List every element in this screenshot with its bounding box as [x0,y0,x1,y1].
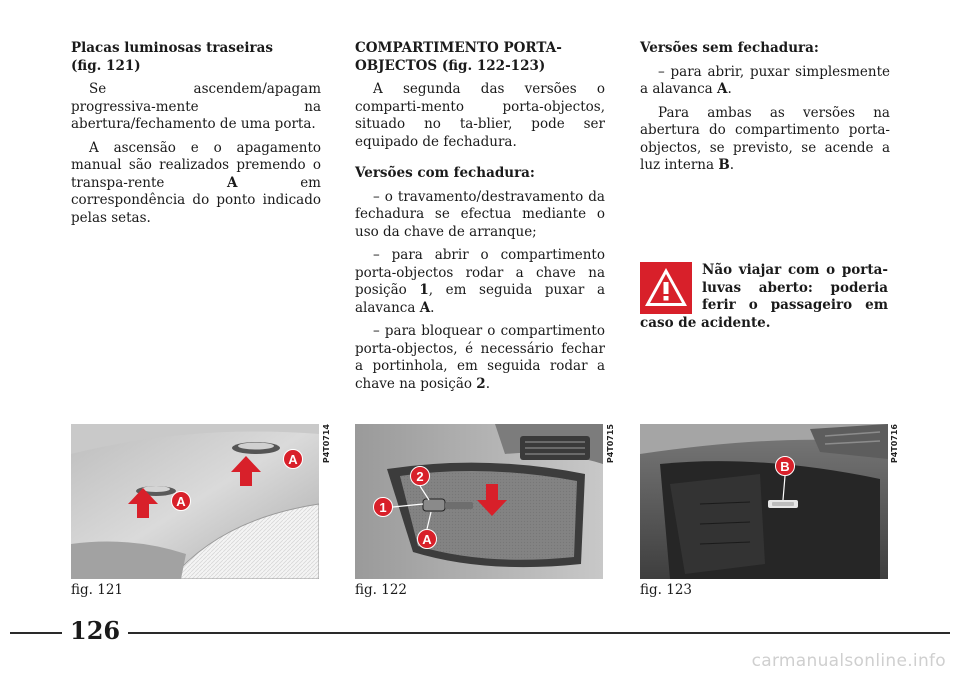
figure-caption: fig. 121 [71,582,123,598]
callout-label-b: B [775,456,795,476]
figure-caption: fig. 123 [640,582,692,598]
column-1 [71,40,321,227]
subheading-com-fechadura: Versões com fechadura: [355,165,535,181]
warning-triangle-icon [640,262,692,314]
callout-label-1: 1 [373,497,393,517]
paragraph: A segunda das versões o comparti-mento porta-objectos, situado no ta-blier, pode ser equipado de fechadura. [355,81,605,150]
paragraph: – para abrir o compartimento porta-objectos rodar a chave na posição 1, em seguida puxar a alavanca A. [355,247,605,316]
arrow-down-icon [475,482,509,518]
column-3 [640,40,890,175]
arrow-up-icon [126,486,160,520]
page-number: 126 [70,616,121,645]
arrow-up-icon [229,454,263,488]
paragraph: Se ascendem/apagam progressiva-mente na abertura/fechamento de uma porta. [71,81,321,132]
subheading-sem-fechadura: Versões sem fechadura: [640,40,819,56]
figure-code: P4T0716 [890,424,899,464]
watermark: carmanualsonline.info [751,651,946,671]
paragraph: A ascensão e o apagamento manual são realizados premendo o transpa-rente A em correspondência do ponto indicado pelas setas. [71,139,321,226]
paragraph: – o travamento/destravamento da fechadura se efectua mediante o uso da chave de arranque; [355,188,605,240]
footer-rule [10,632,62,634]
column-2 [355,40,605,393]
paragraph: – para abrir, puxar simplesmente a alavanca A. [640,63,890,97]
figure-123 [640,424,888,579]
figure-caption: fig. 122 [355,582,407,598]
callout-label-2: 2 [410,466,430,486]
callout-label-a: A [171,491,191,511]
callout-label-a: A [283,449,303,469]
section-heading-placas: Placas luminosas traseiras (fig. 121) [71,40,273,74]
warning-note [640,262,888,332]
figure-code: P4T0715 [606,424,615,464]
paragraph: Para ambas as versões na abertura do compartimento porta-objectos, se previsto, se acende a luz interna B. [640,104,890,173]
section-heading-compartimento: COMPARTIMENTO PORTA- OBJECTOS (fig. 122-123) [355,40,562,74]
figure-122 [355,424,603,579]
figure-121 [71,424,319,579]
paragraph: – para bloquear o compartimento porta-objectos, é necessário fechar a portinhola, em seguida rodar a chave na posição 2. [355,323,605,392]
figure-code: P4T0714 [322,424,331,464]
footer-rule [128,632,950,634]
callout-label-a: A [417,529,437,549]
warning-text: Não viajar com o porta-luvas aberto: poderia ferir o passageiro em caso de acidente. [640,262,888,331]
